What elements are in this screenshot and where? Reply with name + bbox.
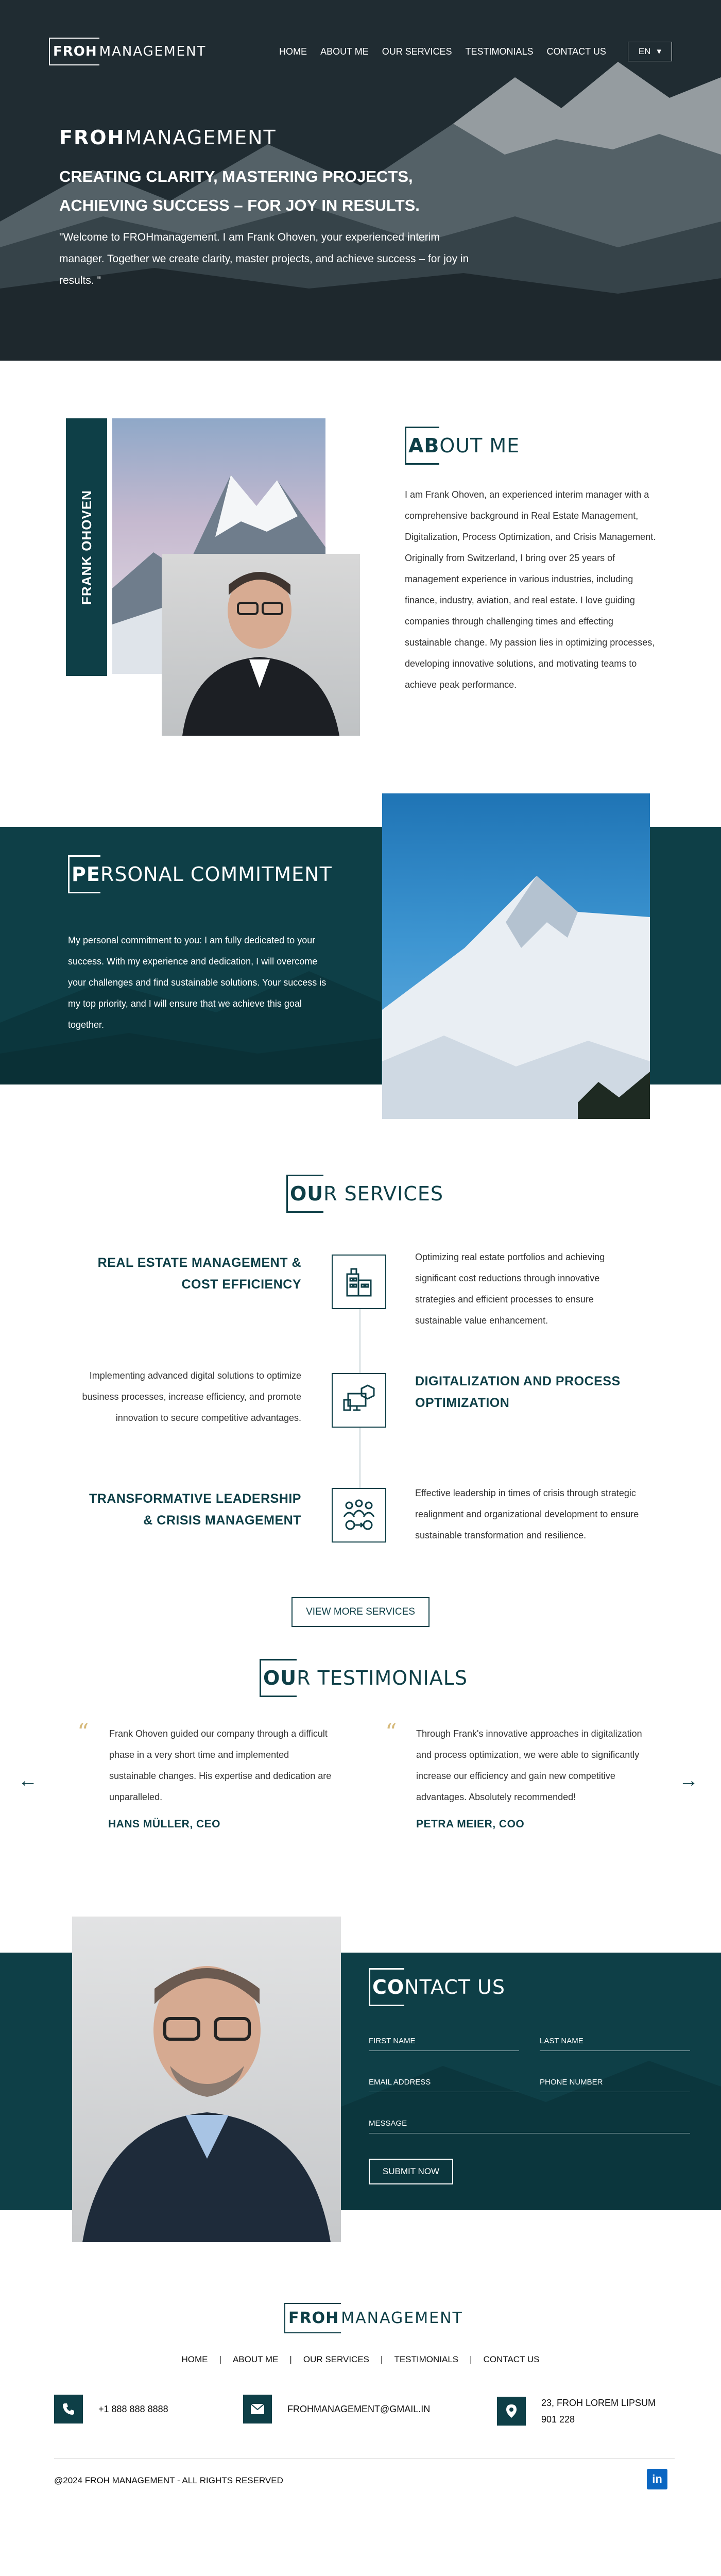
testimonial-author: HANS MÜLLER, CEO — [108, 1818, 220, 1830]
language-label: EN — [638, 46, 651, 56]
hero-brand-bold: FROH — [59, 126, 125, 149]
hero-quote: "Welcome to FROHmanagement. I am Frank Ohoven, your experienced interim manager. Together we create clarity, master projects, and achieve success – for joy in results. " — [59, 231, 469, 286]
hero-brand — [59, 126, 277, 149]
about-text: I am Frank Ohoven, an experienced interim manager with a comprehensive background in Real Estate Management, Digitalization, Process Optimization, and Crisis Management. Originally from Switzerland, I bring over 25 years of management experience in various industries, including finance, industry, aviation, and real estate. I love guiding companies through challenging times and effecting sustainable change. My passion lies in optimizing processes, developing innovative solutions, and motivating teams to achieve peak performance. — [405, 489, 656, 690]
footer-nav-home[interactable]: HOME — [181, 2354, 208, 2364]
phone-number: +1 888 888 8888 — [98, 2403, 168, 2414]
copyright: @2024 FROH MANAGEMENT - ALL RIGHTS RESERVED — [54, 2476, 283, 2485]
commitment-section — [0, 773, 721, 1144]
digital-devices-icon — [332, 1373, 386, 1428]
footer-nav — [0, 2354, 721, 2365]
footer-address — [497, 2395, 656, 2428]
phone-icon — [54, 2395, 83, 2424]
footer-nav-contact[interactable]: CONTACT US — [483, 2354, 540, 2364]
nav-separator: | — [219, 2354, 221, 2364]
last-name-field[interactable]: LAST NAME — [540, 2037, 690, 2051]
commitment-title-boxed: PE — [68, 855, 100, 893]
address-block — [541, 2395, 656, 2428]
footer-phone[interactable] — [54, 2395, 168, 2424]
services-section — [0, 1144, 721, 1659]
services-title — [286, 1175, 443, 1213]
language-selector[interactable] — [628, 42, 672, 61]
first-name-field[interactable]: FIRST NAME — [369, 2037, 519, 2051]
phone-field[interactable]: PHONE NUMBER — [540, 2078, 690, 2092]
contact-title — [369, 1968, 505, 2006]
nav-separator: | — [289, 2354, 292, 2364]
nav-about[interactable]: ABOUT ME — [320, 46, 369, 57]
footer-nav-about[interactable]: ABOUT ME — [232, 2354, 279, 2364]
hero-brand-rest: MANAGEMENT — [125, 126, 277, 149]
testimonial-author: PETRA MEIER, COO — [416, 1818, 525, 1830]
service-desc-leadership: Effective leadership in times of crisis through strategic realignment and organizational development to ensure sustainable transformation and resilience. — [415, 1488, 639, 1540]
team-leadership-icon — [332, 1488, 386, 1543]
footer-nav-services[interactable]: OUR SERVICES — [303, 2354, 370, 2364]
commitment-title-rest: RSONAL COMMITMENT — [100, 863, 332, 886]
commitment-title — [68, 855, 332, 893]
footer-nav-testimonials[interactable]: TESTIMONIALS — [394, 2354, 459, 2364]
footer-logo[interactable] — [284, 2303, 463, 2333]
logo-text: MANAGEMENT — [99, 44, 207, 59]
logo-boxed-text: FROH — [49, 38, 99, 65]
commitment-text: My personal commitment to you: I am fully dedicated to your success. With my experience and dedication, I will overcome your challenges and find sustainable solutions. Your success is my top priority, and I will ensure that we achieve this goal together. — [68, 935, 327, 1030]
nav-testimonials[interactable]: TESTIMONIALS — [465, 46, 534, 57]
about-section — [0, 361, 721, 773]
testimonials-title-rest: R TESTIMONIALS — [297, 1667, 468, 1689]
view-more-services-button[interactable]: VIEW MORE SERVICES — [291, 1597, 430, 1627]
testimonials-title-boxed: OU — [260, 1659, 297, 1697]
email-icon — [243, 2395, 272, 2424]
nav-home[interactable]: HOME — [279, 46, 307, 57]
side-label-text: FRANK OHOVEN — [78, 489, 94, 605]
about-side-label — [66, 418, 107, 676]
address-line-2: 901 228 — [541, 2414, 575, 2425]
email-address: FROHMANAGEMENT@GMAIL.IN — [287, 2403, 431, 2414]
testimonials-title — [260, 1659, 468, 1697]
nav-contact[interactable]: CONTACT US — [546, 46, 606, 57]
nav-links — [279, 46, 606, 57]
about-title — [405, 427, 520, 465]
services-title-boxed: OU — [286, 1175, 323, 1213]
message-field[interactable]: MESSAGE — [369, 2119, 690, 2133]
testimonials-section — [0, 1659, 721, 1917]
footer-logo-text: MANAGEMENT — [341, 2309, 463, 2327]
email-field[interactable]: EMAIL ADDRESS — [369, 2078, 519, 2092]
arrow-right-icon[interactable]: → — [679, 1770, 698, 1791]
service-desc-digital: Implementing advanced digital solutions to optimize business processes, increase efficiency, and promote innovation to secure competitive advantages. — [82, 1370, 301, 1423]
nav-separator: | — [381, 2354, 383, 2364]
nav-separator: | — [470, 2354, 472, 2364]
contact-section — [0, 1917, 721, 2303]
testimonial-card — [77, 1719, 335, 1831]
services-title-rest: R SERVICES — [323, 1182, 443, 1205]
location-pin-icon — [497, 2397, 526, 2426]
footer-email[interactable] — [243, 2395, 430, 2424]
arrow-left-icon[interactable]: ← — [18, 1770, 38, 1791]
nav-services[interactable]: OUR SERVICES — [382, 46, 452, 57]
top-navigation — [49, 31, 672, 72]
about-title-rest: OUT ME — [439, 434, 520, 457]
contact-title-rest: NTACT US — [404, 1976, 505, 1998]
brand-logo[interactable] — [49, 38, 206, 65]
hero-headline: CREATING CLARITY, MASTERING PROJECTS, ACHIEVING SUCCESS – FOR JOY IN RESULTS. — [59, 167, 420, 214]
address-line-1: 23, FROH LOREM LIPSUM — [541, 2398, 656, 2408]
testimonial-card — [385, 1719, 643, 1831]
snow-peak-image — [382, 793, 650, 1119]
quote-open-icon: “ — [385, 1719, 397, 1745]
footer — [0, 2303, 721, 2576]
service-heading-digital: DIGITALIZATION AND PROCESS OPTIMIZATION — [415, 1374, 621, 1410]
contact-title-boxed: CO — [369, 1968, 404, 2006]
service-heading-real-estate: REAL ESTATE MANAGEMENT & COST EFFICIENCY — [97, 1256, 301, 1292]
testimonial-quote: Through Frank's innovative approaches in digitalization and process optimization, we were able to significantly increase our efficiency and gain new competitive advantages. Absolutely recommended! — [416, 1728, 642, 1802]
quote-open-icon: “ — [77, 1719, 89, 1745]
chevron-down-icon: ▾ — [657, 46, 661, 56]
linkedin-icon[interactable]: in — [647, 2469, 667, 2489]
submit-button[interactable]: SUBMIT NOW — [369, 2159, 453, 2184]
building-icon — [332, 1255, 386, 1309]
footer-logo-boxed-text: FROH — [284, 2303, 341, 2333]
service-desc-real-estate: Optimizing real estate portfolios and achieving significant cost reductions through innovative strategies and efficient processes to ensure sustainable value enhancement. — [415, 1252, 605, 1326]
portrait-photo — [162, 554, 360, 736]
about-title-boxed: AB — [405, 427, 439, 465]
contact-portrait-photo — [72, 1917, 341, 2242]
service-heading-leadership: TRANSFORMATIVE LEADERSHIP & CRISIS MANAGEMENT — [89, 1492, 301, 1528]
testimonial-quote: Frank Ohoven guided our company through a difficult phase in a very short time and implemented sustainable changes. His expertise and dedication are unparalleled. — [109, 1728, 332, 1802]
hero-section — [0, 0, 721, 361]
